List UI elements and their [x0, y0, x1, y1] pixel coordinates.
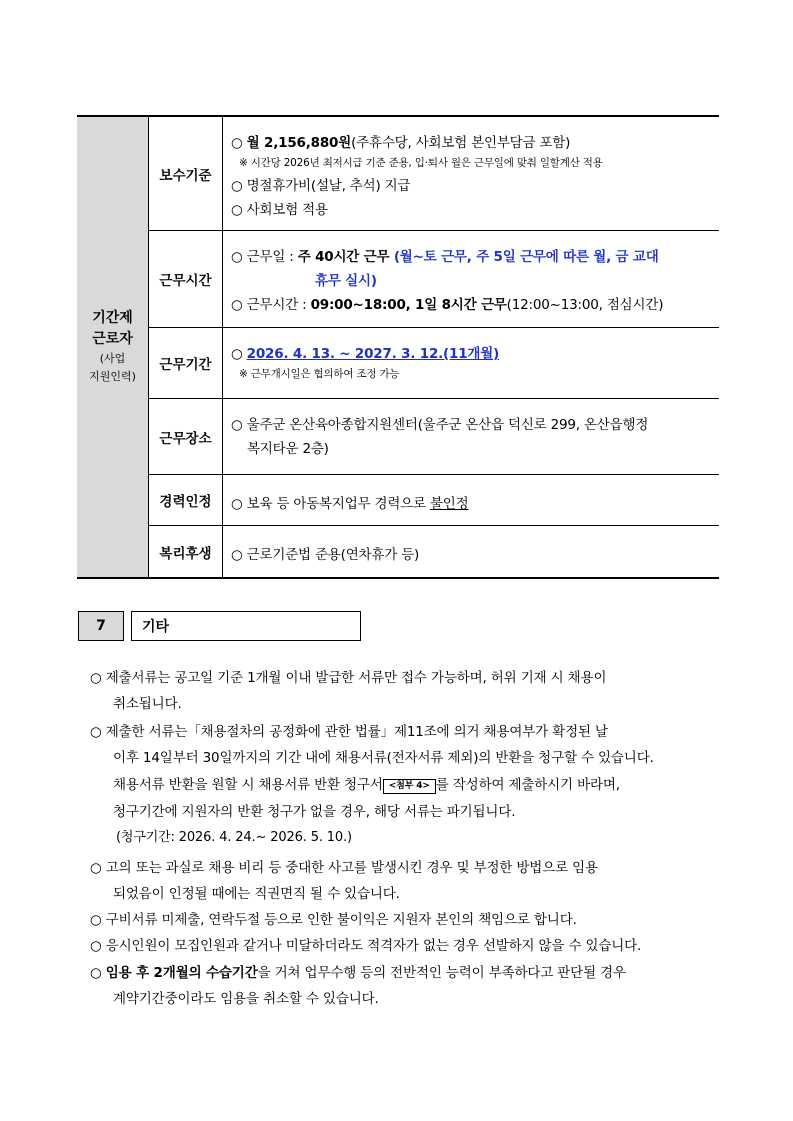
- row-label-place: 근무장소: [149, 399, 223, 474]
- welfare-line: ○ 근로기준법 준용(연차휴가 등): [231, 547, 420, 563]
- return-request-text: 채용서류 반환을 원할 시 채용서류 반환 청구서: [113, 777, 383, 793]
- period-dates: 2026. 4. 13. ~ 2027. 3. 12.(11개월): [246, 346, 500, 362]
- para-6-line-2: 계약기간중이라도 임용을 취소할 수 있습니다.: [113, 991, 379, 1007]
- row-content-hours: [223, 231, 719, 327]
- row-welfare: [149, 526, 719, 577]
- para-6-line-1: [90, 961, 626, 981]
- section-number: 7: [78, 611, 124, 641]
- para-5: ○ 응시인원이 모집인원과 같거나 미달하더라도 적격자가 없는 경우 선발하지 않을 수 있습니다.: [90, 938, 642, 954]
- pay-amount: 월 2,156,880원: [246, 135, 352, 151]
- category-title-2: 근로자: [92, 331, 133, 347]
- place-line-1: ○ 울주군 온산육아종합지원센터(울주군 온산읍 덕신로 299, 온산읍행정: [231, 417, 649, 433]
- para-2-line-4: 청구기간에 지원자의 반환 청구가 없을 경우, 해당 서류는 파기됩니다.: [113, 804, 516, 820]
- row-label-career: 경력인정: [149, 475, 223, 525]
- career-line: [231, 492, 469, 512]
- para-2-line-5: (청구기간: 2026. 4. 24.~ 2026. 5. 10.): [116, 830, 352, 845]
- row-label-period: 근무기간: [149, 328, 223, 398]
- para-1-line-2: 취소됩니다.: [113, 696, 182, 712]
- para-3-line-1: ○ 고의 또는 과실로 채용 비리 등 중대한 사고를 발생시킨 경우 및 부정한 방법으로 임용: [90, 860, 598, 876]
- section-title: 기타: [131, 611, 361, 641]
- bullet: ○: [231, 135, 247, 151]
- bullet: ○: [231, 346, 247, 362]
- probation-text: 을 거쳐 업무수행 등의 전반적인 능력이 부족하다고 판단될 경우: [257, 965, 626, 981]
- work-time-label: ○ 근무시간 :: [231, 297, 311, 313]
- hours-line-3: [231, 293, 663, 313]
- para-2-line-2: 이후 14일부터 30일까지의 기간 내에 채용서류(전자서류 제외)의 반환을 청구할 수 있습니다.: [113, 750, 654, 766]
- row-label-pay: 보수기준: [149, 117, 223, 230]
- lunch-time: (12:00~13:00, 점심시간): [506, 297, 664, 313]
- para-2-line-1: ○ 제출한 서류는「채용절차의 공정화에 관한 법률」제11조에 의거 채용여부가 확정된 날: [90, 724, 608, 740]
- work-time: 09:00~18:00, 1일 8시간 근무: [310, 297, 507, 313]
- row-place: [149, 399, 719, 475]
- row-hours: [149, 231, 719, 328]
- place-line-2: 복지타운 2층): [247, 441, 329, 457]
- category-sub-1: (사업: [99, 352, 126, 365]
- pay-amount-note: (주휴수당, 사회보험 본인부담금 포함): [351, 135, 571, 151]
- weekly-hours: 주 40시간 근무: [297, 249, 394, 265]
- para-4: ○ 구비서류 미제출, 연락두절 등으로 인한 불이익은 지원자 본인의 책임으로 합니다.: [90, 912, 577, 928]
- row-period: [149, 328, 719, 399]
- pay-line-3: ○ 사회보험 적용: [231, 202, 328, 218]
- employment-conditions-table: [77, 115, 719, 579]
- pay-line-1: [231, 131, 570, 151]
- para-1-line-1: ○ 제출서류는 공고일 기준 1개월 이내 발급한 서류만 접수 가능하며, 허위 기재 시 채용이: [90, 670, 607, 686]
- career-text: ○ 보육 등 아동복지업무 경력으로: [231, 496, 430, 512]
- hours-line-1: [231, 245, 659, 265]
- row-pay: [149, 117, 719, 231]
- bullet: ○: [90, 965, 106, 981]
- workday-label: ○ 근무일 :: [231, 249, 298, 265]
- category-sub-2: 지원인력): [89, 370, 136, 383]
- row-label-hours: 근무시간: [149, 231, 223, 327]
- row-content-period: [223, 328, 719, 398]
- row-content-pay: [223, 117, 719, 230]
- shift-note: (월~토 근무, 주 5일 근무에 따른 월, 금 교대: [393, 249, 659, 265]
- return-request-text-2: 를 작성하여 제출하시기 바라며,: [435, 777, 620, 793]
- row-career: [149, 475, 719, 526]
- row-label-welfare: 복리후생: [149, 526, 223, 577]
- para-3-line-2: 되었음이 인정될 때에는 직권면직 될 수 있습니다.: [113, 886, 400, 902]
- period-line-1: [231, 342, 499, 362]
- probation-period: 임용 후 2개월의 수습기간: [105, 965, 258, 981]
- category-title-1: 기간제: [92, 310, 133, 326]
- hours-line-2: 휴무 실시): [315, 273, 377, 289]
- row-content-welfare: [223, 526, 719, 577]
- period-note: ※ 근무개시일은 협의하여 조정 가능: [239, 368, 400, 380]
- row-content-place: [223, 399, 719, 474]
- para-2-line-3: [113, 773, 620, 794]
- attachment-badge: <첨부 4>: [383, 779, 436, 794]
- career-result: 불인정: [429, 496, 469, 512]
- pay-note: ※ 시간당 2026년 최저시급 기준 준용, 입·퇴사 월은 근무일에 맞춰 일할계산 적용: [239, 157, 603, 169]
- category-cell: [77, 117, 149, 577]
- row-content-career: [223, 475, 719, 525]
- pay-line-2: ○ 명절휴가비(설날, 추석) 지급: [231, 178, 411, 194]
